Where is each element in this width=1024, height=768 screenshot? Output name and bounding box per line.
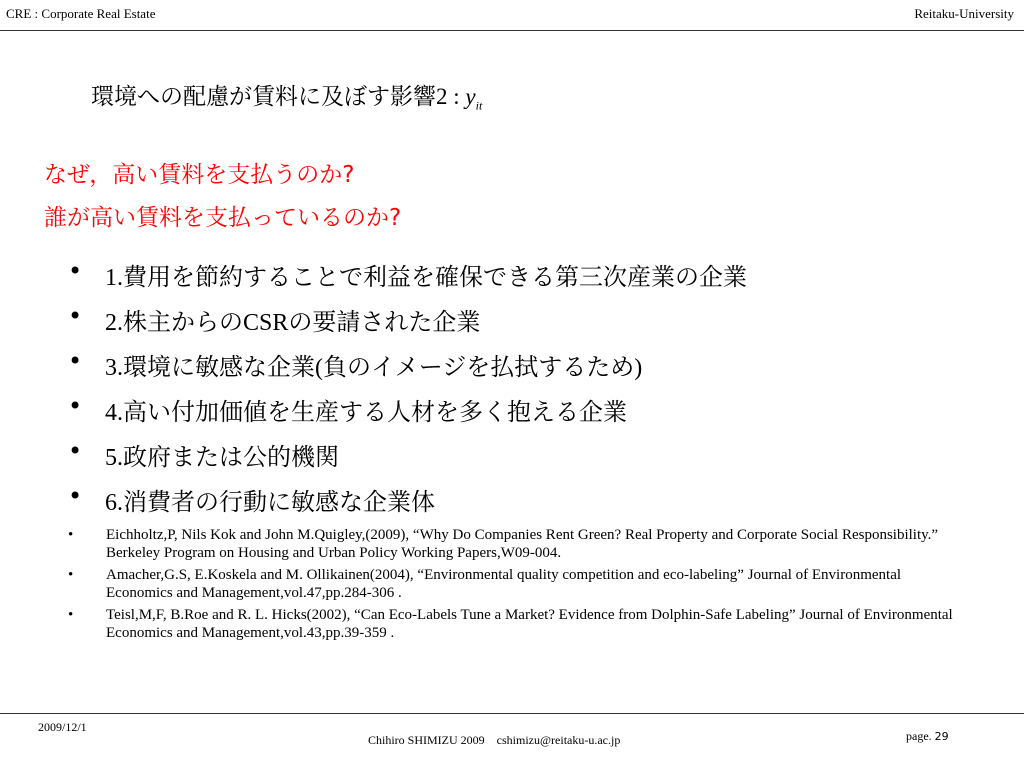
bullet-icon: • xyxy=(68,392,83,420)
item-text-tail: の要請された企業 xyxy=(288,308,481,336)
item-number: 3. xyxy=(105,355,123,381)
title-subscript: it xyxy=(475,98,483,113)
item-text: 高い付加価値を生産する人材を多く抱える企業 xyxy=(123,398,627,426)
item-number: 5. xyxy=(105,445,123,471)
item-number: 2. xyxy=(105,310,123,336)
header-university: Reitaku-University xyxy=(914,6,1014,21)
bullet-icon: • xyxy=(68,257,83,285)
page-label: page. xyxy=(906,729,932,743)
title-number: 2 : xyxy=(436,84,466,109)
item-text: 株主からの xyxy=(123,308,243,336)
item-number: 6. xyxy=(105,490,123,516)
item-text: 政府または公的機関 xyxy=(123,443,339,471)
item-text: 環境に敏感な企業 xyxy=(123,353,315,381)
bullet-icon: • xyxy=(68,482,83,510)
bullet-icon: • xyxy=(68,302,83,330)
page-number: 29 xyxy=(934,730,949,743)
reference-list xyxy=(68,526,968,646)
item-text: 消費者の行動に敏感な企業体 xyxy=(123,488,435,516)
reference-item xyxy=(68,606,968,642)
footer-divider xyxy=(0,713,1024,714)
reference-text: Amacher,G.S, E.Koskela and M. Ollikainen(2004), “Environmental quality competition and eco-labeling” Journal of Environmental Economics and Management,vol.47,pp.284-306 . xyxy=(106,567,902,601)
reference-text: Eichholtz,P, Nils Kok and John M.Quigley,(2009), “Why Do Companies Rent Green? Real Property and Corporate Social Responsibility.” Berkeley Program on Housing and Urban Policy Working Papers,W09-004. xyxy=(106,527,939,561)
header-course-title: CRE : Corporate Real Estate xyxy=(6,6,156,21)
reference-item xyxy=(68,526,968,562)
item-text-tail: 負のイメージを払拭するため xyxy=(323,353,635,381)
question-why: なぜ，高い賃料を支払うのか? xyxy=(44,162,355,188)
bullet-icon: • xyxy=(68,567,74,583)
item-text: 費用を節約することで利益を確保できる第三次産業の企業 xyxy=(123,263,747,291)
footer-page xyxy=(906,729,949,744)
bullet-icon: • xyxy=(68,437,83,465)
item-text-latin: CSR xyxy=(243,310,289,336)
reference-item xyxy=(68,566,968,602)
bullet-icon: • xyxy=(68,527,74,543)
header-divider xyxy=(0,30,1024,31)
item-paren-open: ( xyxy=(315,355,323,381)
title-text: 環境への配慮が賃料に及ぼす影響 xyxy=(91,84,436,110)
reference-text: Teisl,M,F, B.Roe and R. L. Hicks(2002), “Can Eco-Labels Tune a Market? Evidence from Dolphin-Safe Labeling” Journal of Environmental Economics and Management,vol.43,pp.39-359 . xyxy=(106,607,953,641)
footer-date: 2009/12/1 xyxy=(38,720,87,734)
footer-author: Chihiro SHIMIZU 2009 cshimizu@reitaku-u.ac.jp xyxy=(368,733,621,747)
title-variable: y xyxy=(465,84,476,109)
item-number: 4. xyxy=(105,400,123,426)
bullet-icon: • xyxy=(68,347,83,375)
slide-title xyxy=(91,78,482,114)
item-number: 1. xyxy=(105,265,123,291)
question-who: 誰が高い賃料を支払っているのか? xyxy=(44,205,402,231)
bullet-icon: • xyxy=(68,607,74,623)
item-paren-close: ) xyxy=(634,355,643,381)
